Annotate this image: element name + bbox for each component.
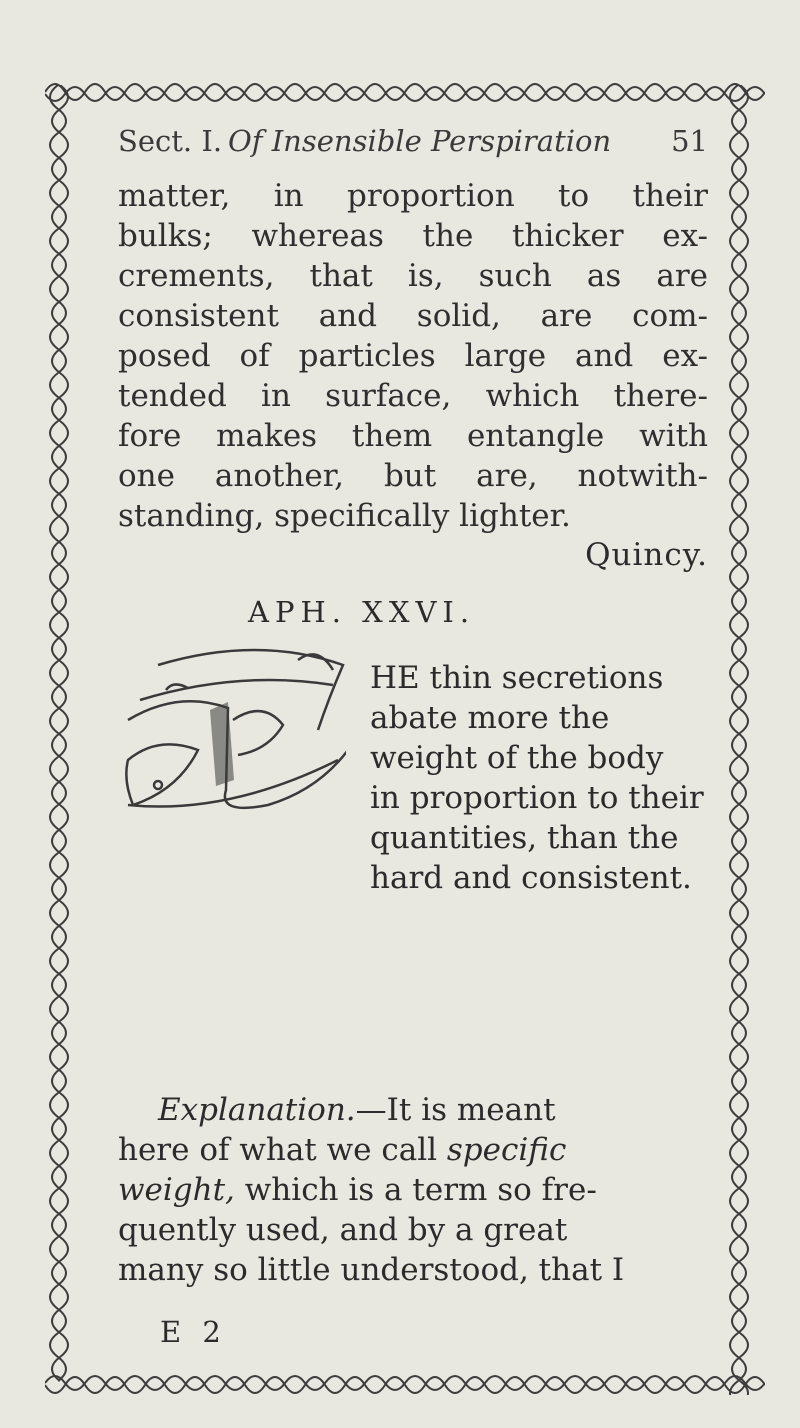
text-line: standing, specifically lighter.: [118, 498, 571, 534]
explanation-paragraph: [118, 1090, 708, 1290]
text-line: consistent and solid, are com-: [118, 298, 708, 334]
text-line: abate more the: [370, 700, 610, 736]
running-header: [118, 124, 708, 164]
italic-term: specific: [446, 1132, 567, 1168]
explanation-label: Explanation.: [158, 1092, 356, 1128]
text-span: which is a term so fre-: [234, 1172, 597, 1208]
paragraph-continuation: [118, 176, 708, 536]
aphorism-heading: APH. XXVI.: [248, 595, 476, 629]
ornamental-border-right: [718, 85, 760, 1395]
text-line: one another, but are, notwith-: [118, 458, 708, 494]
text-line: HE thin secretions: [370, 660, 664, 696]
ornamental-border-left: [38, 85, 80, 1395]
signature-mark: E 2: [160, 1315, 227, 1349]
text-line: tended in surface, which there-: [118, 378, 708, 414]
text-line: fore makes them entangle with: [118, 418, 708, 454]
text-line: many so little understood, that I: [118, 1252, 625, 1288]
section-label: Sect. I.: [118, 124, 223, 158]
text-span: here of what we call: [118, 1132, 447, 1168]
page-number: 51: [671, 124, 708, 158]
text-line: posed of particles large and ex-: [118, 338, 708, 374]
text-line: weight of the body: [370, 740, 664, 776]
text-line: [118, 1170, 708, 1210]
text-line: hard and consistent.: [370, 860, 692, 896]
author-attribution: Quincy.: [585, 537, 708, 573]
text-line: quantities, than the: [370, 820, 679, 856]
aphorism-text: [370, 658, 708, 898]
text-line: bulks; whereas the thicker ex-: [118, 218, 708, 254]
text-line: [118, 1090, 708, 1130]
decorative-initial-t: [118, 640, 346, 818]
text-line: in proportion to their: [370, 780, 704, 816]
running-title: Of Insensible Perspiration: [228, 124, 612, 158]
ornamental-border-bottom: [45, 1365, 765, 1405]
text-line: quently used, and by a great: [118, 1212, 568, 1248]
text-span: —It is meant: [355, 1092, 556, 1128]
text-line: matter, in proportion to their: [118, 178, 708, 214]
ornamental-border-top: [45, 72, 765, 112]
text-line: [118, 1130, 708, 1170]
italic-term: weight,: [118, 1172, 235, 1208]
text-line: crements, that is, such as are: [118, 258, 708, 294]
